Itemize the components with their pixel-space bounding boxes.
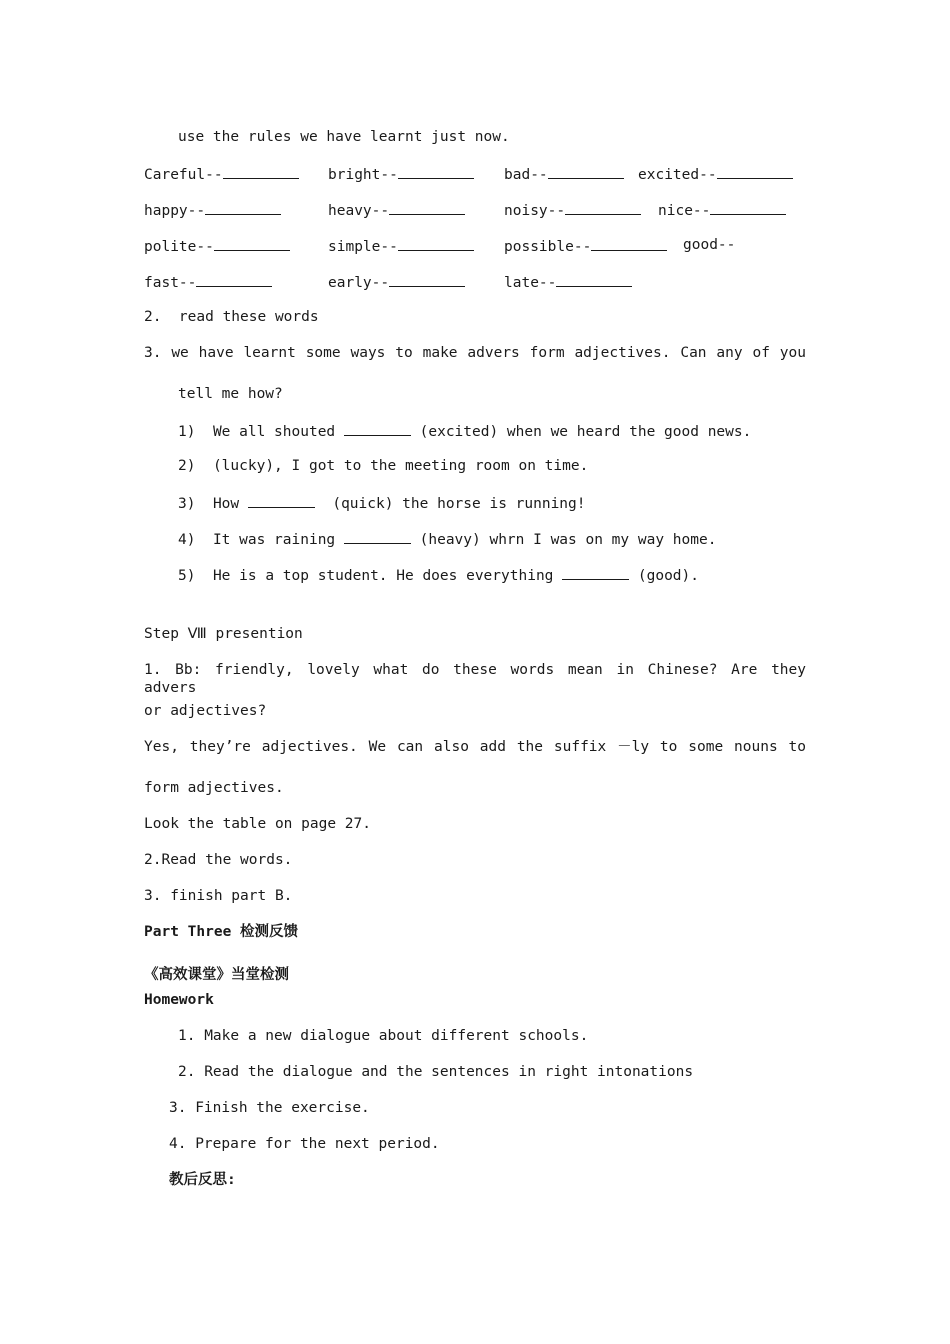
item-2: 2. read these words — [144, 309, 319, 325]
homework-heading: Homework — [144, 992, 214, 1008]
homework-item: 2. Read the dialogue and the sentences in right intonations — [178, 1064, 694, 1080]
gaoxiao-heading: 《高效课堂》当堂检测 — [144, 967, 289, 983]
word-item: happy-- — [144, 200, 281, 220]
word-item: excited-- — [638, 164, 793, 184]
look-line: Look the table on page 27. — [144, 816, 371, 832]
word-item: fast-- — [144, 272, 272, 292]
word-item: noisy-- — [504, 200, 641, 220]
reflection-heading: 教后反思: — [169, 1172, 236, 1188]
exercise-item: 4) It was raining (heavy) whrn I was on my way home. — [178, 529, 716, 549]
intro-text: use the rules we have learnt just now. — [178, 129, 510, 145]
item-3-line-2: tell me how? — [178, 386, 283, 402]
finish-line: 3. finish part B. — [144, 888, 293, 904]
item-3-line-1: 3. we have learnt some ways to make advers form adjectives. Can any of you — [144, 345, 806, 361]
part-three-heading: Part Three 检测反馈 — [144, 924, 299, 940]
exercise-item: 2) (lucky), I got to the meeting room on time. — [178, 458, 589, 474]
word-item: possible-- — [504, 236, 667, 256]
word-item: nice-- — [658, 200, 786, 220]
exercise-item: 1) We all shouted (excited) when we heard the good news. — [178, 421, 751, 441]
p1-line-1: 1. Bb: friendly, lovely what do these words mean in Chinese? Are they advers — [144, 662, 806, 696]
homework-item: 1. Make a new dialogue about different schools. — [178, 1028, 589, 1044]
word-item: polite-- — [144, 236, 290, 256]
p2-line-1: Yes, they’re adjectives. We can also add the suffix －ly to some nouns to — [144, 739, 806, 755]
exercise-item: 3) How (quick) the horse is running! — [178, 493, 586, 513]
word-item: bright-- — [328, 164, 474, 184]
exercise-item: 5) He is a top student. He does everything (good). — [178, 565, 699, 585]
read-line: 2.Read the words. — [144, 852, 293, 868]
step-title: Step Ⅷ presention — [144, 626, 303, 642]
p1-line-2: or adjectives? — [144, 703, 267, 719]
word-item: early-- — [328, 272, 465, 292]
word-item: good-- — [683, 237, 736, 253]
word-item: bad-- — [504, 164, 624, 184]
word-item: late-- — [504, 272, 632, 292]
word-item: simple-- — [328, 236, 474, 256]
homework-item: 4. Prepare for the next period. — [169, 1136, 440, 1152]
homework-item: 3. Finish the exercise. — [169, 1100, 370, 1116]
p2-line-2: form adjectives. — [144, 780, 284, 796]
word-item: heavy-- — [328, 200, 465, 220]
word-item: Careful-- — [144, 164, 299, 184]
